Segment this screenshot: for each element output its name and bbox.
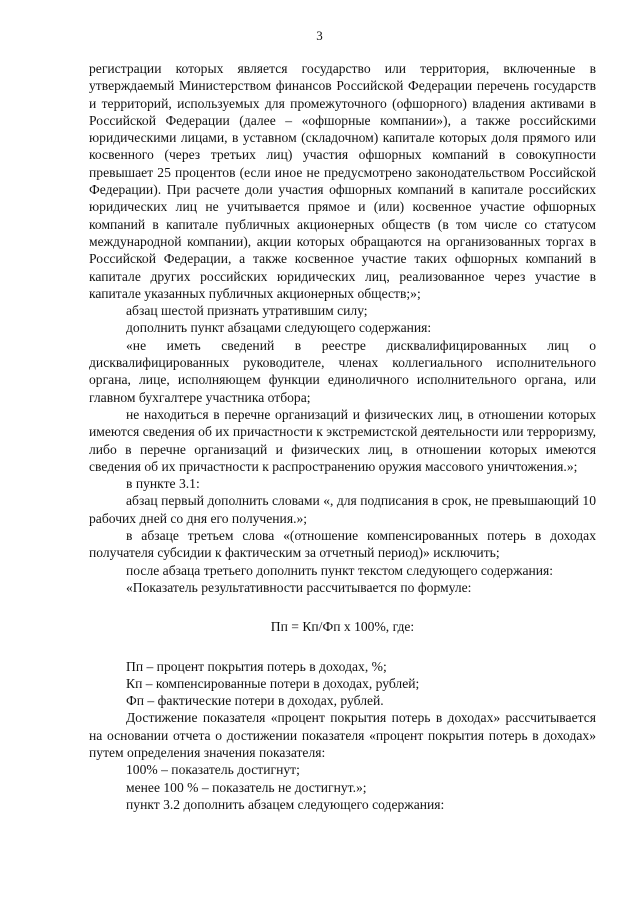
paragraph: Фп – фактические потери в доходах, рублей. [126, 693, 384, 709]
paragraph: пункт 3.2 дополнить абзацем следующего содержания: [126, 796, 445, 812]
page-number: 3 [316, 28, 323, 43]
paragraph: 100% – показатель достигнут; [126, 762, 300, 778]
paragraph: «не иметь сведений в реестре дисквалифицированных лиц о дисквалифицированных руководителе, членах коллегиального исполнительного органа, лице, исполняющем функции единоличного исполнительного органа, или главном бухгалтере участника отбора; [89, 337, 596, 405]
formula: Пп = Кп/Фп х 100%, где: [270, 619, 415, 635]
spacer [89, 596, 596, 618]
paragraph: в пункте 3.1: [126, 476, 200, 492]
paragraph: Пп – процент покрытия потерь в доходах, %; [126, 658, 387, 674]
paragraph: Кп – компенсированные потери в доходах, рублей; [126, 675, 420, 691]
paragraph: абзац первый дополнить словами «, для подписания в срок, не превышающий 10 рабочих дней со дня его получения.»; [89, 493, 596, 526]
paragraph: Достижение показателя «процент покрытия потерь в доходах» рассчитывается на основании отчета о достижении показателя «процент покрытия потерь в доходах» путем определения значения показателя: [89, 710, 596, 760]
spacer [89, 636, 596, 658]
paragraph: не находиться в перечне организаций и физических лиц, в отношении которых имеются сведения об их причастности к экстремистской деятельности или терроризму, либо в перечне организаций и физических лиц, в отношении которых имеются сведения об их причастности к распространению оружия массового уничтожения.»; [89, 406, 596, 474]
paragraph: в абзаце третьем слова «(отношение компенсированных потерь в доходах получателя субсидии к фактическим за отчетный период)» исключить; [89, 528, 596, 561]
paragraph: «Показатель результативности рассчитывается по формуле: [126, 579, 472, 595]
paragraph: менее 100 % – показатель не достигнут.»; [126, 779, 367, 795]
paragraph: регистрации которых является государство или территория, включенные в утверждаемый Министерством финансов Российской Федерации перечень государств и территорий, используемых для промежуточного (офшорного) владения активами в Российской Федерации (далее – «офшорные компании»), а также российскими юридическими лицами, в уставном (складочном) капитале которых доля прямого или косвенного (через третьих лиц) участия офшорных компаний в совокупности превышает 25 процентов (если иное не предусмотрено законодательством Российской Федерации). При расчете доли участия офшорных компаний в капитале российских юридических лиц не учитывается прямое и (или) косвенное участие офшорных компаний в капитале публичных акционерных обществ (в том числе со статусом международной компании), акции которых обращаются на организованных торгах в Российской Федерации, а также косвенное участие таких офшорных компаний в капитале других российских юридических лиц, реализованное через участие в капитале указанных публичных акционерных обществ;»; [89, 61, 596, 301]
document-body [89, 60, 596, 813]
paragraph: дополнить пункт абзацами следующего содержания: [126, 320, 432, 336]
paragraph: после абзаца третьего дополнить пункт текстом следующего содержания: [126, 562, 554, 578]
paragraph: абзац шестой признать утратившим силу; [126, 303, 368, 319]
